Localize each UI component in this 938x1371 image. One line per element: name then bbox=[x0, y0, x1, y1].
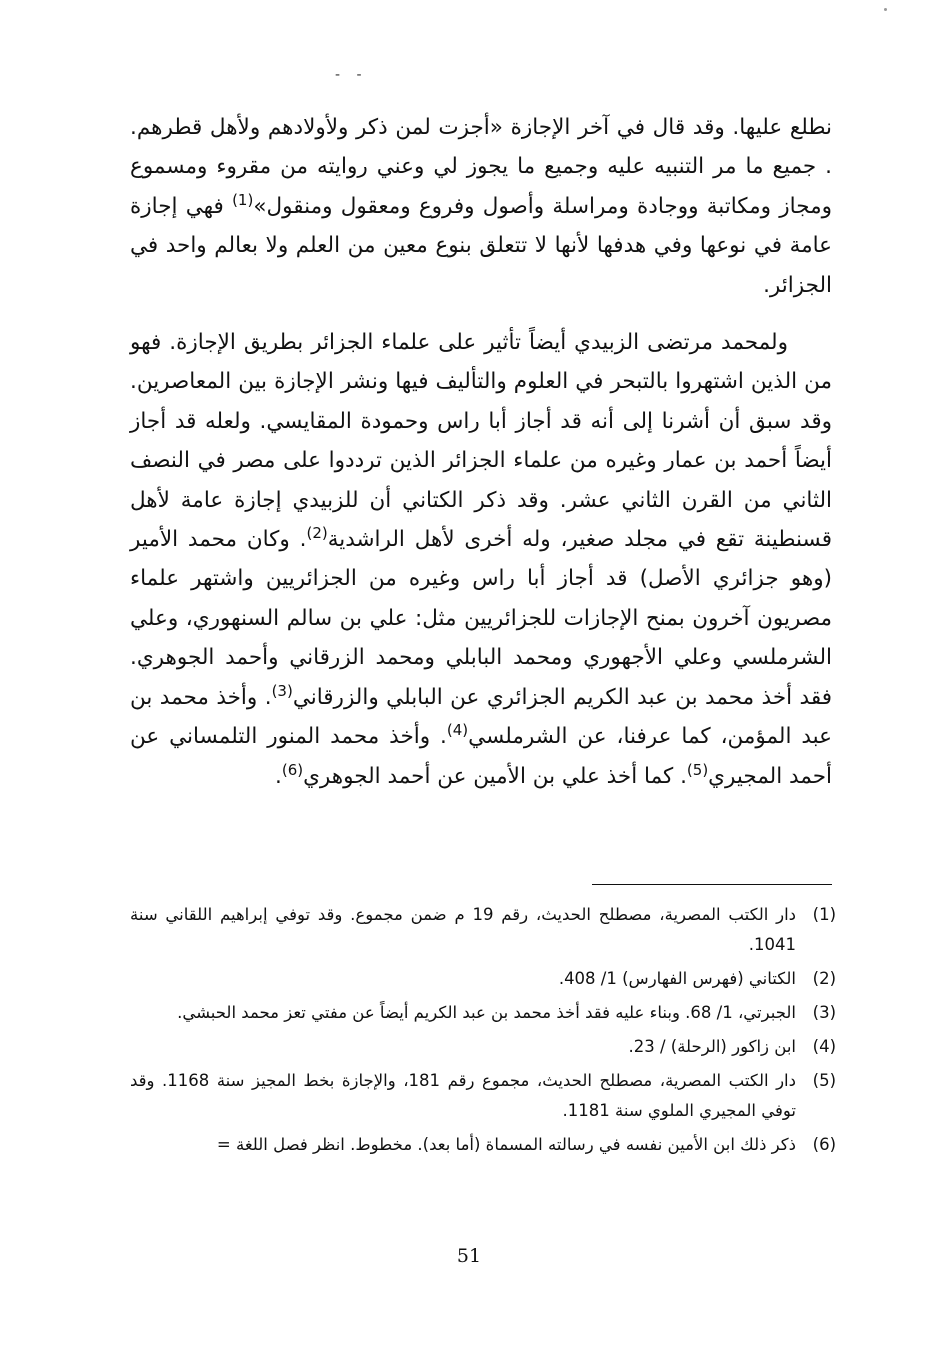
paragraph-text: . وأخذ محمد المنور التلمساني عن أحمد المجيري bbox=[130, 724, 832, 789]
footnote-number: (4) bbox=[812, 1037, 836, 1056]
paragraph-text: . bbox=[274, 763, 282, 789]
footnote bbox=[130, 1066, 836, 1126]
footnote-number: (6) bbox=[812, 1135, 836, 1154]
footnote-reference: (6) bbox=[281, 760, 304, 779]
footnote bbox=[130, 1130, 836, 1160]
footnote bbox=[130, 900, 836, 960]
footnote-text: دار الكتب المصرية، مصطلح الحديث، رقم 19 م ضمن مجموع. وقد توفي إبراهيم اللقاني سنة 1041. bbox=[130, 905, 796, 954]
page-top-mark: - - bbox=[335, 67, 368, 83]
footnote-reference: (2) bbox=[306, 523, 328, 542]
paragraph-text: ولمحمد مرتضى الزبيدي أيضاً تأثير على علماء الجزائر بطريق الإجازة. فهو من الذين اشتهروا بالتبحر في العلوم والتأليف فيها ونشر الإجازة بين المعاصرين. وقد سبق أن أشرنا إلى أنه قد أجاز أبا راس وحمودة المقايسي. ولعله قد أجاز أيضاً أحمد بن عمار وغيره من علماء الجزائر الذين ترددوا على مصر في النصف الثاني من القرن الثاني عشر. وقد ذكر الكتاني أن للزبيدي إجازة عامة لأهل قسنطينة تقع في مجلد صغير، وله أخرى لأهل الراشدية bbox=[130, 330, 832, 553]
paragraph-text: . وكان محمد الأمير (وهو جزائري الأصل) قد أجاز أبا راس وغيره من الجزائريين واشتهر علماء مصريون آخرون بمنح الإجازات للجزائريين مثل: علي بن سالم السنهوري، وعلي الشرملسي وعلي الأجهوري ومحمد البابلي ومحمد الزرقاني وأحمد الجوهري. فقد أخذ محمد بن عبد الكريم الجزائري عن البابلي والزرقاني bbox=[130, 527, 832, 710]
footnote-number: (2) bbox=[812, 969, 836, 988]
footnote-text: ذكر ذلك ابن الأمين نفسه في رسالته المسماة (أما بعد). مخطوط. انظر فصل اللغة = bbox=[216, 1135, 796, 1154]
footnote-text: الجبرتي، 1/ 68. وبناء عليه فقد أخذ محمد بن عبد الكريم أيضاً عن مفتي تعز محمد الحبشي. bbox=[177, 1003, 796, 1022]
footnote-reference: (3) bbox=[271, 681, 293, 700]
footnote-text: ابن زاكور (الرحلة) / 23. bbox=[628, 1037, 796, 1056]
footnote-text: دار الكتب المصرية، مصطلح الحديث، مجموع رقم 181، والإجازة بخط المجيز سنة 1168. وقد توفي المجيري الملوي سنة 1181. bbox=[130, 1071, 796, 1120]
paragraph-text: فهي إجازة عامة في نوعها وفي هدفها لأنها لا تتعلق بنوع معين من العلم ولا بعالم واحد في الجزائر. bbox=[130, 193, 832, 298]
corner-speck bbox=[884, 8, 887, 11]
footnotes bbox=[130, 900, 836, 1164]
footnote bbox=[130, 1032, 836, 1062]
main-text bbox=[130, 108, 832, 796]
paragraph-2 bbox=[130, 323, 832, 796]
footnote-separator bbox=[592, 884, 832, 885]
paragraph-text: . وأخذ محمد بن عبد المؤمن، كما عرفنا، عن الشرملسي bbox=[130, 684, 832, 750]
footnote-number: (3) bbox=[812, 1003, 836, 1022]
footnote-number: (1) bbox=[812, 905, 836, 924]
footnote-reference: (1) bbox=[232, 190, 254, 209]
paragraph-1 bbox=[130, 108, 832, 305]
footnote-reference: (4) bbox=[446, 720, 469, 739]
paragraph-text: نطلع عليها. وقد قال في آخر الإجازة «أجزت لمن ذكر ولأولادهم ولأهل قطرهم. . جميع ما مر التنبيه عليه وجميع ما يجوز لي وعني روايته من مقروء ومسموع ومجاز ومكاتبة ووجادة ومراسلة وأصول وفروع ومعقول ومنقول» bbox=[130, 115, 832, 219]
footnote-reference: (5) bbox=[686, 760, 709, 779]
footnote bbox=[130, 964, 836, 994]
footnote-text: الكتاني (فهرس الفهارس) 1/ 408. bbox=[558, 969, 796, 988]
footnote-number: (5) bbox=[812, 1071, 836, 1090]
page-number: 51 bbox=[456, 1245, 482, 1267]
footnote bbox=[130, 998, 836, 1028]
paragraph-text: . كما أخذ علي بن الأمين عن أحمد الجوهري bbox=[303, 763, 687, 789]
